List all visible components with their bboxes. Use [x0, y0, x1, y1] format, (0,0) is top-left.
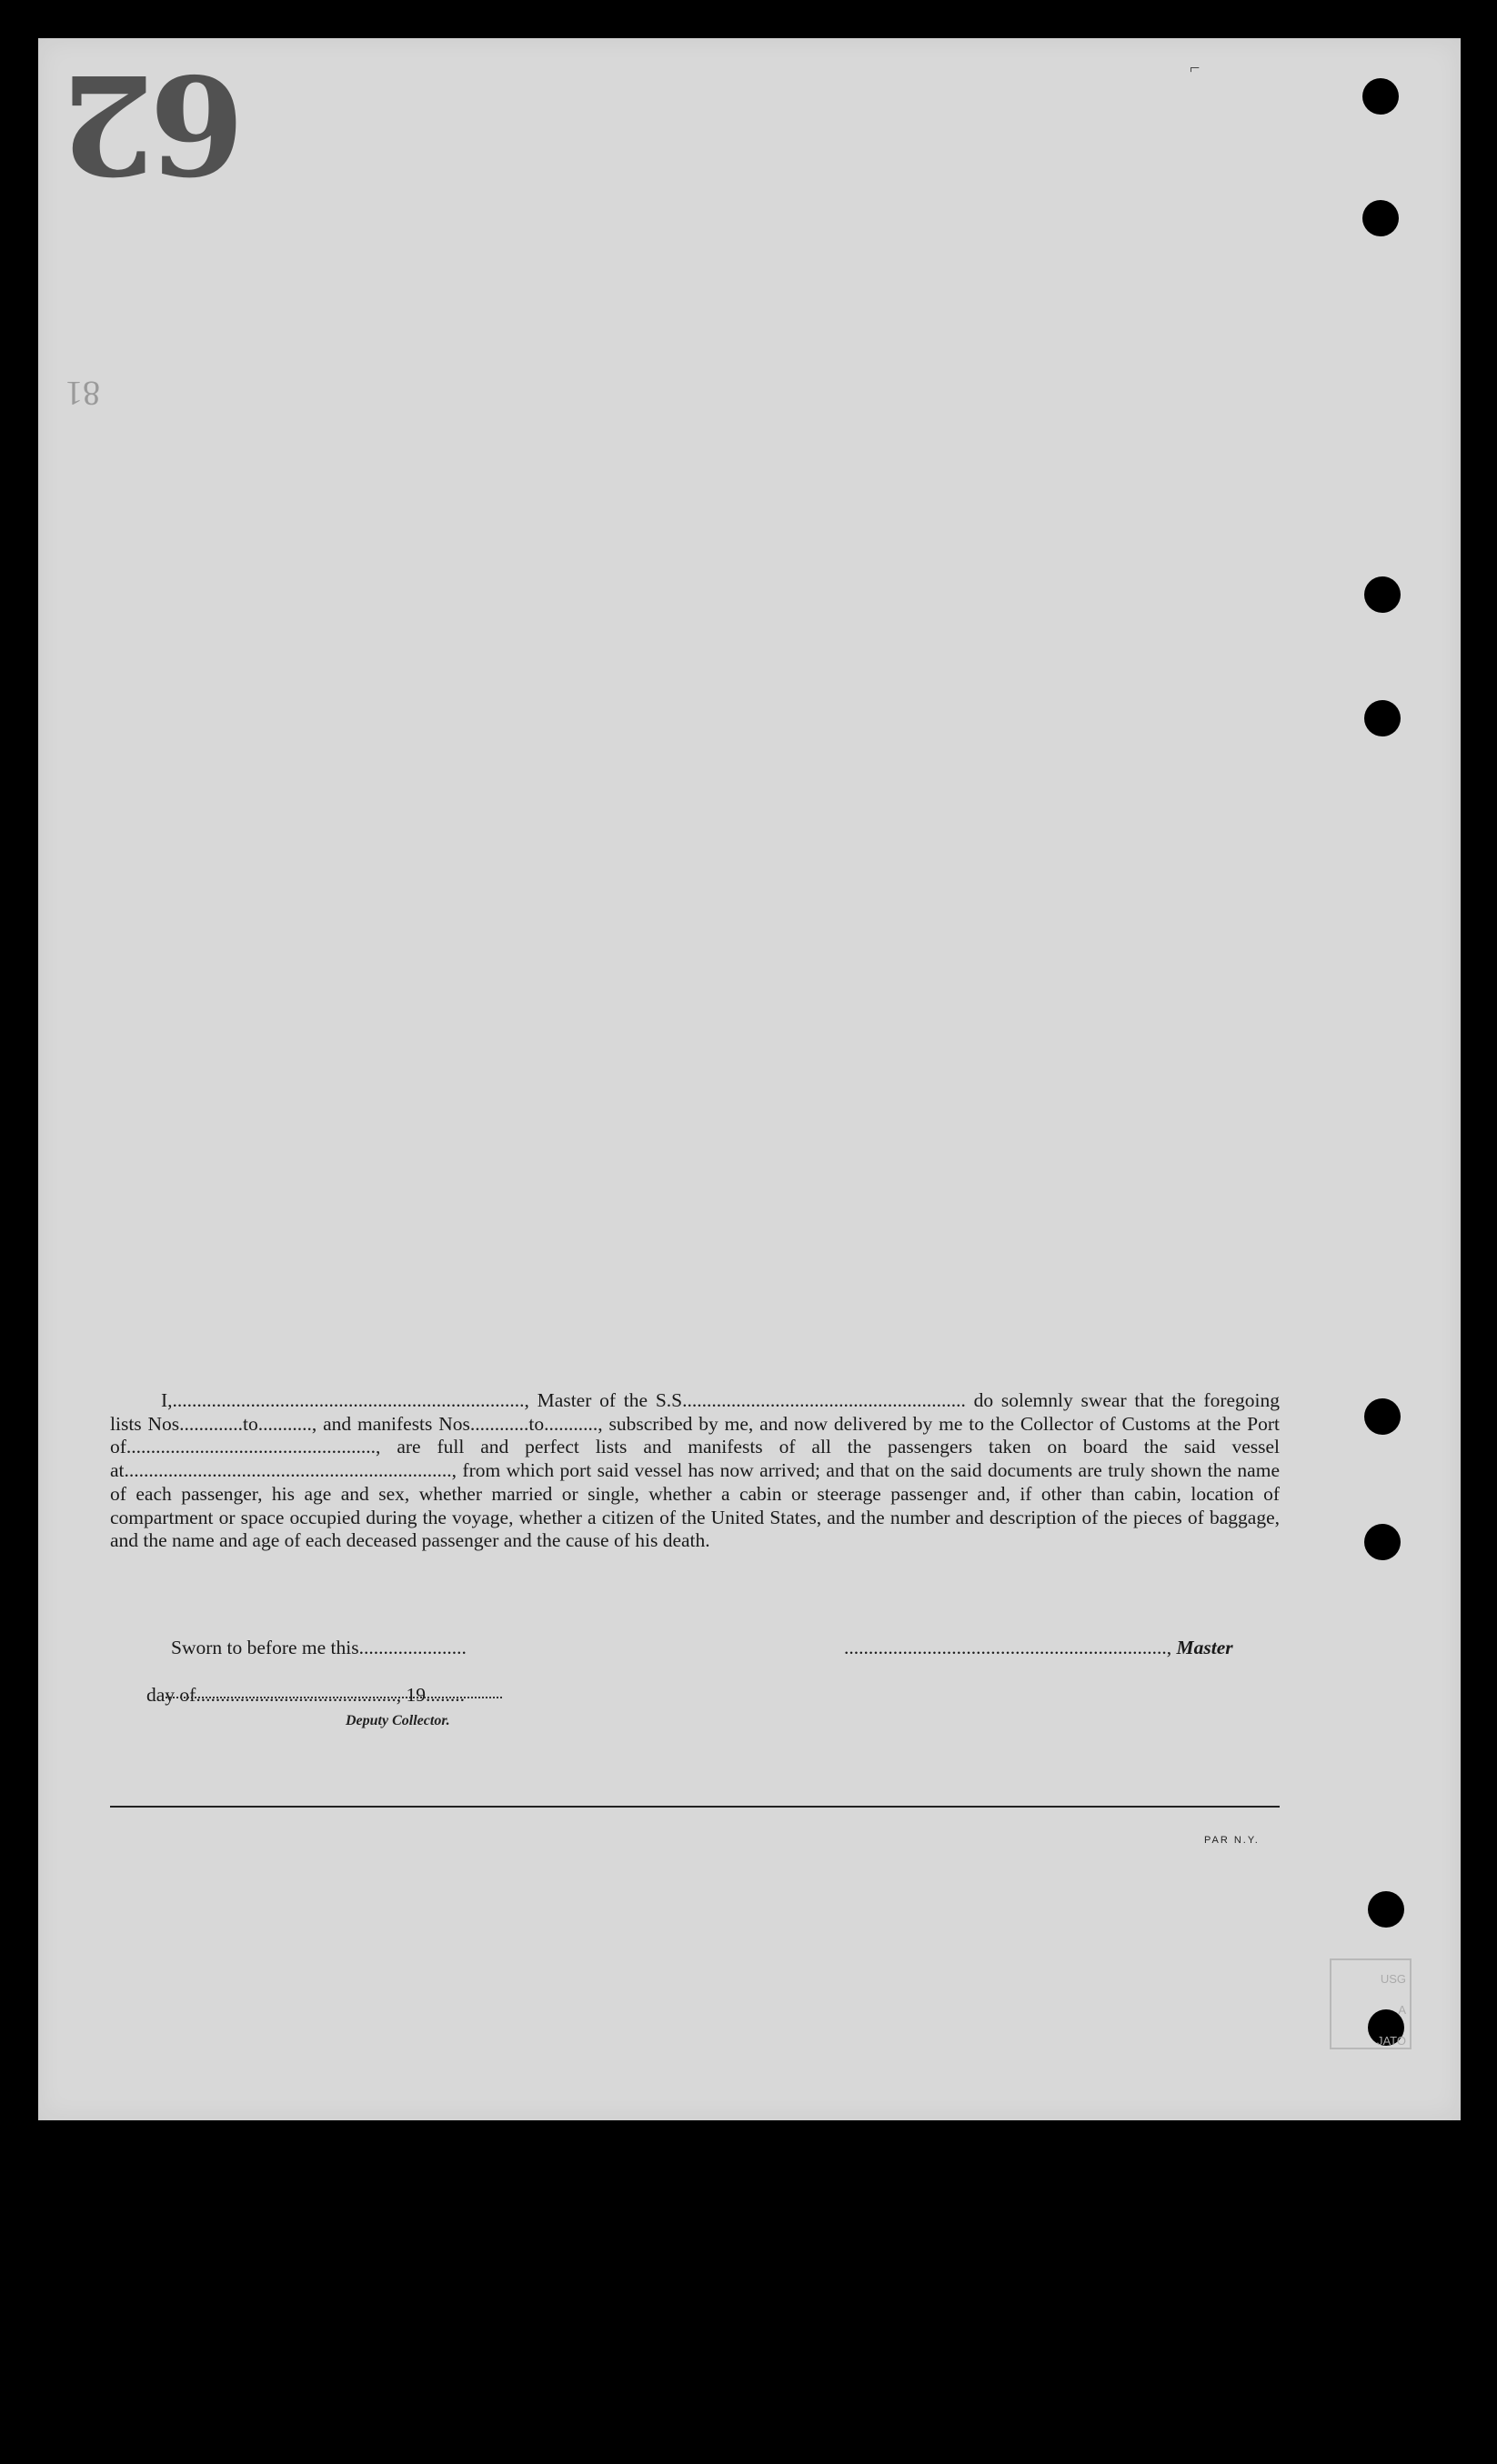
page-number-stamp: 62 [65, 44, 245, 204]
deputy-collector-label: Deputy Collector. [346, 1713, 450, 1728]
corner-stamp [1330, 1958, 1412, 2049]
corner-stamp-line: JATO [1376, 2034, 1406, 2048]
horizontal-rule [110, 1806, 1280, 1808]
corner-stamp-line: A [1398, 2003, 1406, 2017]
master-label: Master [1176, 1637, 1233, 1658]
punch-hole [1364, 1398, 1401, 1435]
master-dots: .................................................................., [844, 1637, 1172, 1658]
oath-text: I,........................................................................, Master of the S.S.......................................................... do solemnly swear that the foregoing lists Nos.............to..........., and manifests Nos............to..........., subscribed by me, and now delivered by me to the Collector of Customs at the Port of..................................................., are full and perfect lists and manifests of all the passengers taken on board the said vessel at..................................................................., from which port said vessel has now arrived; and that on the said documents are truly shown the name of each passenger, his age and sex, whether married or single, whether a cabin or steerage passenger and, if other than cabin, location of compartment or space occupied during the voyage, whether a citizen of the United States, and the number and description of the pieces of baggage, and the name and age of each deceased passenger and the cause of his death. [110, 1389, 1280, 1552]
corner-stamp-line: USG [1380, 1972, 1406, 1986]
sworn-line: Sworn to before me this...................... [171, 1637, 467, 1658]
small-page-mark: 81 [65, 374, 100, 412]
punch-hole [1362, 78, 1399, 115]
punch-hole [1364, 1524, 1401, 1560]
document-page [38, 38, 1461, 2120]
printer-mark: PAR N.Y. [1204, 1835, 1260, 1846]
oath-paragraph [110, 1389, 1280, 1553]
pen-mark: ⌐ [1190, 58, 1201, 78]
deputy-signature-line [162, 1697, 502, 1698]
punch-hole [1364, 576, 1401, 613]
master-signature-line [844, 1637, 1233, 1659]
punch-hole [1368, 1891, 1404, 1928]
punch-hole [1364, 700, 1401, 736]
day-line: day of........................................., 19........ [146, 1684, 465, 1706]
punch-hole [1362, 200, 1399, 236]
